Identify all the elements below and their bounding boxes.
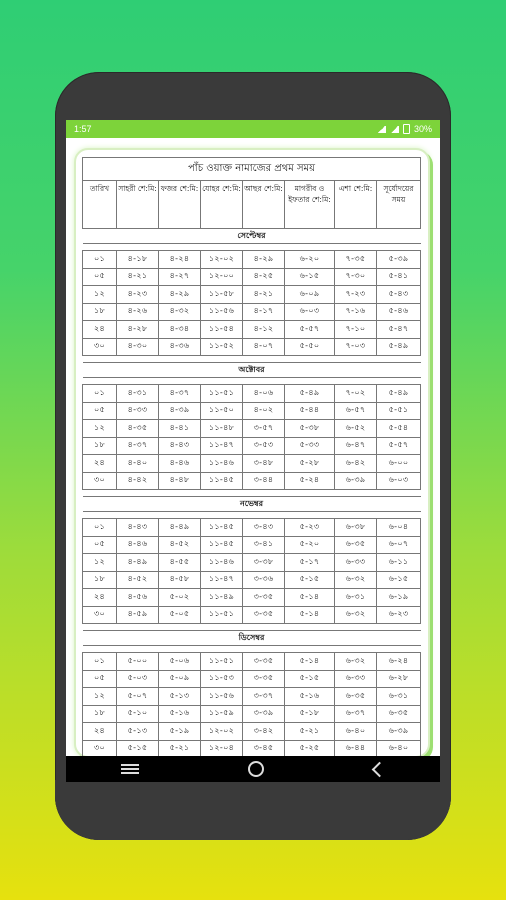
- table-cell: ৪-২৬: [117, 303, 159, 321]
- table-row: [83, 338, 421, 356]
- table-cell: ৬-৪৪: [335, 740, 377, 758]
- table-cell: ৫-২০: [285, 536, 335, 554]
- table-cell: ৫-০৫: [159, 606, 201, 624]
- table-cell: ৪-২৫: [243, 268, 285, 286]
- column-header: তারিখ: [83, 181, 117, 229]
- table-cell: ৫-১৩: [159, 688, 201, 706]
- table-cell: ৫-১০: [117, 705, 159, 723]
- table-cell: ৬-৩৮: [335, 519, 377, 537]
- table-cell: ৪-১৮: [117, 251, 159, 269]
- table-cell: ০১: [83, 519, 117, 537]
- table-row: [83, 653, 421, 671]
- status-bar: [66, 120, 440, 138]
- table-cell: ৪-০৬: [243, 385, 285, 403]
- month-row: [83, 497, 421, 512]
- table-cell: ৬-২৮: [377, 670, 421, 688]
- table-cell: ৬-৩১: [377, 688, 421, 706]
- table-cell: ৫-১৩: [117, 723, 159, 741]
- table-cell: ৩-৩৫: [243, 670, 285, 688]
- table-cell: ১১-৪৫: [201, 519, 243, 537]
- table-title: পাঁচ ওয়াক্ত নামাজের প্রথম সময়: [83, 158, 421, 181]
- table-cell: ৬-২৪: [377, 653, 421, 671]
- table-cell: ১১-৪৫: [201, 472, 243, 490]
- table-cell: ৫-২১: [285, 723, 335, 741]
- table-cell: ৬-৪০: [335, 723, 377, 741]
- table-cell: ০৫: [83, 402, 117, 420]
- table-cell: ৬-১৫: [377, 571, 421, 589]
- table-row: [83, 286, 421, 304]
- table-cell: ৫-১৬: [285, 688, 335, 706]
- table-cell: ৬-৩৭: [335, 705, 377, 723]
- table-cell: ৫-১৫: [117, 740, 159, 758]
- table-cell: ৪-২৪: [159, 251, 201, 269]
- table-cell: ৪-৪৬: [117, 536, 159, 554]
- table-cell: ৩-৩৮: [243, 554, 285, 572]
- table-cell: ৩-৪৩: [243, 519, 285, 537]
- table-cell: ৩-৪৮: [243, 455, 285, 473]
- month-label: ডিসেম্বর: [83, 631, 421, 646]
- table-cell: ১২-০২: [201, 723, 243, 741]
- table-cell: ৪-৩৫: [117, 420, 159, 438]
- table-row: [83, 268, 421, 286]
- status-icons: [377, 124, 432, 134]
- table-cell: ৪-৩৭: [159, 385, 201, 403]
- table-cell: ৬-৪০: [377, 740, 421, 758]
- table-cell: ৪-৪৩: [159, 437, 201, 455]
- table-cell: ৬-০৩: [377, 472, 421, 490]
- column-header: সূর্যোদয়ের সময়: [377, 181, 421, 229]
- table-cell: ৪-৩০: [117, 338, 159, 356]
- table-cell: ৪-৩৩: [117, 402, 159, 420]
- table-cell: ০১: [83, 251, 117, 269]
- table-cell: ৫-৫৭: [285, 321, 335, 339]
- table-cell: ১১-৪৬: [201, 455, 243, 473]
- back-icon[interactable]: [372, 761, 388, 777]
- column-header: আছর শে:মি:: [243, 181, 285, 229]
- table-cell: ৪-৩৯: [159, 402, 201, 420]
- table-cell: ৩০: [83, 740, 117, 758]
- table-cell: ১২-০০: [201, 268, 243, 286]
- table-cell: ৬-৫২: [335, 420, 377, 438]
- table-row: [83, 589, 421, 607]
- table-cell: ৩-৪২: [243, 723, 285, 741]
- table-cell: ৬-৩২: [335, 571, 377, 589]
- table-cell: ৭-০২: [335, 385, 377, 403]
- table-cell: ১২: [83, 286, 117, 304]
- table-cell: ৪-০৭: [243, 338, 285, 356]
- table-cell: ৫-২১: [159, 740, 201, 758]
- table-cell: ৫-৫৭: [377, 437, 421, 455]
- table-row: [83, 705, 421, 723]
- table-cell: ৪-২৩: [117, 286, 159, 304]
- table-cell: ১১-৪৫: [201, 536, 243, 554]
- table-cell: ৩-৩৫: [243, 589, 285, 607]
- table-row: [83, 740, 421, 758]
- table-cell: ৬-০৪: [377, 519, 421, 537]
- table-cell: ৬-০৭: [377, 536, 421, 554]
- table-cell: ৫-৫৪: [377, 420, 421, 438]
- table-cell: ৪-৪২: [117, 472, 159, 490]
- table-row: [83, 688, 421, 706]
- table-cell: ৪-৩১: [117, 385, 159, 403]
- table-cell: ৫-১৫: [285, 571, 335, 589]
- table-cell: ৫-৩৮: [285, 420, 335, 438]
- table-cell: ৭-০৩: [335, 338, 377, 356]
- signal-icon: [377, 126, 386, 133]
- table-cell: ০১: [83, 385, 117, 403]
- recent-apps-icon[interactable]: [121, 764, 139, 774]
- table-cell: ৪-০২: [243, 402, 285, 420]
- table-cell: ৫-০৭: [117, 688, 159, 706]
- table-cell: ৬-৩৯: [377, 723, 421, 741]
- table-cell: ৩০: [83, 338, 117, 356]
- month-row: [83, 363, 421, 378]
- table-cell: ৫-২৮: [285, 455, 335, 473]
- table-cell: ৩-৩৭: [243, 688, 285, 706]
- table-cell: ৫-০০: [117, 653, 159, 671]
- signal-icon-2: [390, 126, 399, 133]
- table-cell: ৬-৩৫: [335, 536, 377, 554]
- table-cell: ১১-৪৬: [201, 554, 243, 572]
- table-cell: ৪-২৯: [243, 251, 285, 269]
- table-cell: ৪-৩৭: [117, 437, 159, 455]
- table-row: [83, 385, 421, 403]
- battery-icon: [403, 124, 410, 134]
- table-cell: ৪-৪৬: [159, 455, 201, 473]
- table-cell: ৬-০০: [377, 455, 421, 473]
- table-cell: ৩-৫৭: [243, 420, 285, 438]
- table-cell: ১১-৪৮: [201, 420, 243, 438]
- table-row: [83, 554, 421, 572]
- table-cell: ১৮: [83, 437, 117, 455]
- table-header-row: [83, 181, 421, 229]
- table-cell: ৫-০২: [159, 589, 201, 607]
- status-time: 1:57: [74, 124, 92, 134]
- table-cell: ৫-১৪: [285, 606, 335, 624]
- table-cell: ৫-০৯: [159, 670, 201, 688]
- table-row: [83, 571, 421, 589]
- table-cell: ১১-৫৮: [201, 286, 243, 304]
- table-cell: ৪-৫৮: [159, 571, 201, 589]
- table-row: [83, 670, 421, 688]
- table-cell: ৭-৩০: [335, 268, 377, 286]
- table-cell: ৫-৪৯: [377, 338, 421, 356]
- table-row: [83, 321, 421, 339]
- table-cell: ১৮: [83, 705, 117, 723]
- table-cell: ৫-১৪: [285, 589, 335, 607]
- content-area[interactable]: [66, 138, 440, 756]
- table-cell: ১২-০৪: [201, 740, 243, 758]
- table-cell: ০৫: [83, 536, 117, 554]
- table-cell: ৫-৪৪: [285, 402, 335, 420]
- column-header: ফজর শে:মি:: [159, 181, 201, 229]
- table-cell: ৩-৪৫: [243, 740, 285, 758]
- table-cell: ১১-৫২: [201, 338, 243, 356]
- table-cell: ৫-৪৯: [377, 385, 421, 403]
- table-cell: ৬-৪৭: [335, 437, 377, 455]
- table-cell: ৬-০৯: [285, 286, 335, 304]
- table-cell: ৪-৫৫: [159, 554, 201, 572]
- table-cell: ৪-৪৮: [159, 472, 201, 490]
- table-cell: ১১-৪৯: [201, 589, 243, 607]
- table-row: [83, 455, 421, 473]
- table-cell: ৩০: [83, 472, 117, 490]
- table-cell: ৫-১৭: [285, 554, 335, 572]
- table-cell: ৫-৪৩: [377, 286, 421, 304]
- table-cell: ১১-৫৬: [201, 688, 243, 706]
- table-row: [83, 536, 421, 554]
- table-cell: ১২: [83, 554, 117, 572]
- table-row: [83, 723, 421, 741]
- table-cell: ৬-৪২: [335, 455, 377, 473]
- month-label: সেপ্টেম্বর: [83, 229, 421, 244]
- month-row: [83, 631, 421, 646]
- table-cell: ১১-৫৯: [201, 705, 243, 723]
- table-cell: ৪-২৭: [159, 268, 201, 286]
- table-cell: ৬-৩২: [335, 653, 377, 671]
- table-cell: ১১-৫১: [201, 606, 243, 624]
- table-cell: ২৪: [83, 321, 117, 339]
- table-cell: ৬-২০: [285, 251, 335, 269]
- table-row: [83, 303, 421, 321]
- table-cell: ৫-৫০: [285, 338, 335, 356]
- table-cell: ৪-১২: [243, 321, 285, 339]
- table-cell: ৫-১৪: [285, 653, 335, 671]
- prayer-time-sheet: [82, 157, 420, 758]
- battery-level: 30%: [413, 124, 432, 134]
- table-cell: ১১-৫১: [201, 385, 243, 403]
- table-cell: ৪-৫৬: [117, 589, 159, 607]
- table-cell: ৫-৫১: [377, 402, 421, 420]
- table-cell: ৫-১৯: [159, 723, 201, 741]
- table-cell: ৪-৫২: [159, 536, 201, 554]
- column-header: যোহর শে:মি:: [201, 181, 243, 229]
- table-cell: ০১: [83, 653, 117, 671]
- table-row: [83, 251, 421, 269]
- table-cell: ৫-৪১: [377, 268, 421, 286]
- table-cell: ৬-৩৯: [335, 472, 377, 490]
- table-cell: ৫-৪৬: [377, 303, 421, 321]
- table-cell: ৬-৩১: [335, 589, 377, 607]
- table-cell: ৬-৩৫: [335, 688, 377, 706]
- table-cell: ০৫: [83, 268, 117, 286]
- table-cell: ৩-৪৪: [243, 472, 285, 490]
- table-cell: ৫-২৪: [285, 472, 335, 490]
- table-cell: ৪-৩২: [159, 303, 201, 321]
- table-cell: ৫-২৫: [285, 740, 335, 758]
- table-cell: ১২-০২: [201, 251, 243, 269]
- prayer-time-table: [82, 157, 421, 758]
- table-row: [83, 420, 421, 438]
- table-cell: ৪-২৮: [117, 321, 159, 339]
- table-cell: ২৪: [83, 723, 117, 741]
- table-cell: ২৪: [83, 589, 117, 607]
- column-header: মাগরীব ও ইফতার শে:মি:: [285, 181, 335, 229]
- table-cell: ৪-৪১: [159, 420, 201, 438]
- table-cell: ৪-৪৯: [117, 554, 159, 572]
- table-cell: ৫-১৫: [285, 670, 335, 688]
- month-label: অক্টোবর: [83, 363, 421, 378]
- table-cell: ৪-৩৬: [159, 338, 201, 356]
- table-cell: ৩০: [83, 606, 117, 624]
- table-cell: ২৪: [83, 455, 117, 473]
- table-cell: ৫-৪৯: [285, 385, 335, 403]
- table-row: [83, 606, 421, 624]
- table-cell: ৬-৩৩: [335, 670, 377, 688]
- table-cell: ৪-৩৪: [159, 321, 201, 339]
- table-cell: ১৮: [83, 571, 117, 589]
- table-cell: ১২: [83, 420, 117, 438]
- table-cell: ৩-৩৬: [243, 571, 285, 589]
- table-cell: ৬-৫৭: [335, 402, 377, 420]
- table-cell: ৪-২১: [243, 286, 285, 304]
- table-row: [83, 437, 421, 455]
- table-cell: ৪-৪০: [117, 455, 159, 473]
- screen: [66, 120, 440, 780]
- home-icon[interactable]: [248, 761, 264, 777]
- table-cell: ৭-১০: [335, 321, 377, 339]
- table-cell: ১২: [83, 688, 117, 706]
- table-cell: ৭-২৩: [335, 286, 377, 304]
- table-cell: ৫-০৩: [117, 670, 159, 688]
- month-row: [83, 229, 421, 244]
- column-header: এশা শে:মি:: [335, 181, 377, 229]
- table-cell: ৪-২৯: [159, 286, 201, 304]
- table-row: [83, 402, 421, 420]
- table-cell: ১১-৫০: [201, 402, 243, 420]
- table-cell: ৬-৩৫: [377, 705, 421, 723]
- table-cell: ৫-১৬: [159, 705, 201, 723]
- table-cell: ১১-৫১: [201, 653, 243, 671]
- table-cell: ১১-৫৬: [201, 303, 243, 321]
- table-cell: ৪-১৭: [243, 303, 285, 321]
- table-cell: ৫-০৬: [159, 653, 201, 671]
- table-cell: ১১-৪৭: [201, 571, 243, 589]
- table-cell: ৫-৩৯: [377, 251, 421, 269]
- table-row: [83, 472, 421, 490]
- table-cell: ৭-৩৫: [335, 251, 377, 269]
- table-cell: ৪-৫২: [117, 571, 159, 589]
- month-label: নভেম্বর: [83, 497, 421, 512]
- table-cell: ৪-২১: [117, 268, 159, 286]
- phone-chin: [55, 780, 451, 840]
- table-cell: ৩-৩৫: [243, 606, 285, 624]
- table-cell: ৩-৫৩: [243, 437, 285, 455]
- table-cell: ৬-১৯: [377, 589, 421, 607]
- table-cell: ০৫: [83, 670, 117, 688]
- table-cell: ৩-৩৫: [243, 653, 285, 671]
- table-cell: ৩-৩৯: [243, 705, 285, 723]
- table-cell: ৫-১৮: [285, 705, 335, 723]
- table-cell: ১৮: [83, 303, 117, 321]
- table-cell: ৪-৪৯: [159, 519, 201, 537]
- column-header: সাহরী শে:মি:: [117, 181, 159, 229]
- table-cell: ৫-৪৭: [377, 321, 421, 339]
- table-cell: ৬-১১: [377, 554, 421, 572]
- table-row: [83, 519, 421, 537]
- table-cell: ১১-৫৩: [201, 670, 243, 688]
- table-cell: ৬-২৩: [377, 606, 421, 624]
- table-cell: ৫-৩৩: [285, 437, 335, 455]
- table-cell: ১১-৫৪: [201, 321, 243, 339]
- table-cell: ৫-২৩: [285, 519, 335, 537]
- table-cell: ৪-৫৯: [117, 606, 159, 624]
- table-cell: ১১-৪৭: [201, 437, 243, 455]
- navigation-bar: [66, 756, 440, 782]
- table-cell: ৬-৩৩: [335, 554, 377, 572]
- table-cell: ৩-৪১: [243, 536, 285, 554]
- table-cell: ৬-৩২: [335, 606, 377, 624]
- table-cell: ৭-১৬: [335, 303, 377, 321]
- table-cell: ৬-১৫: [285, 268, 335, 286]
- table-cell: ৬-০৩: [285, 303, 335, 321]
- table-cell: ৪-৪৩: [117, 519, 159, 537]
